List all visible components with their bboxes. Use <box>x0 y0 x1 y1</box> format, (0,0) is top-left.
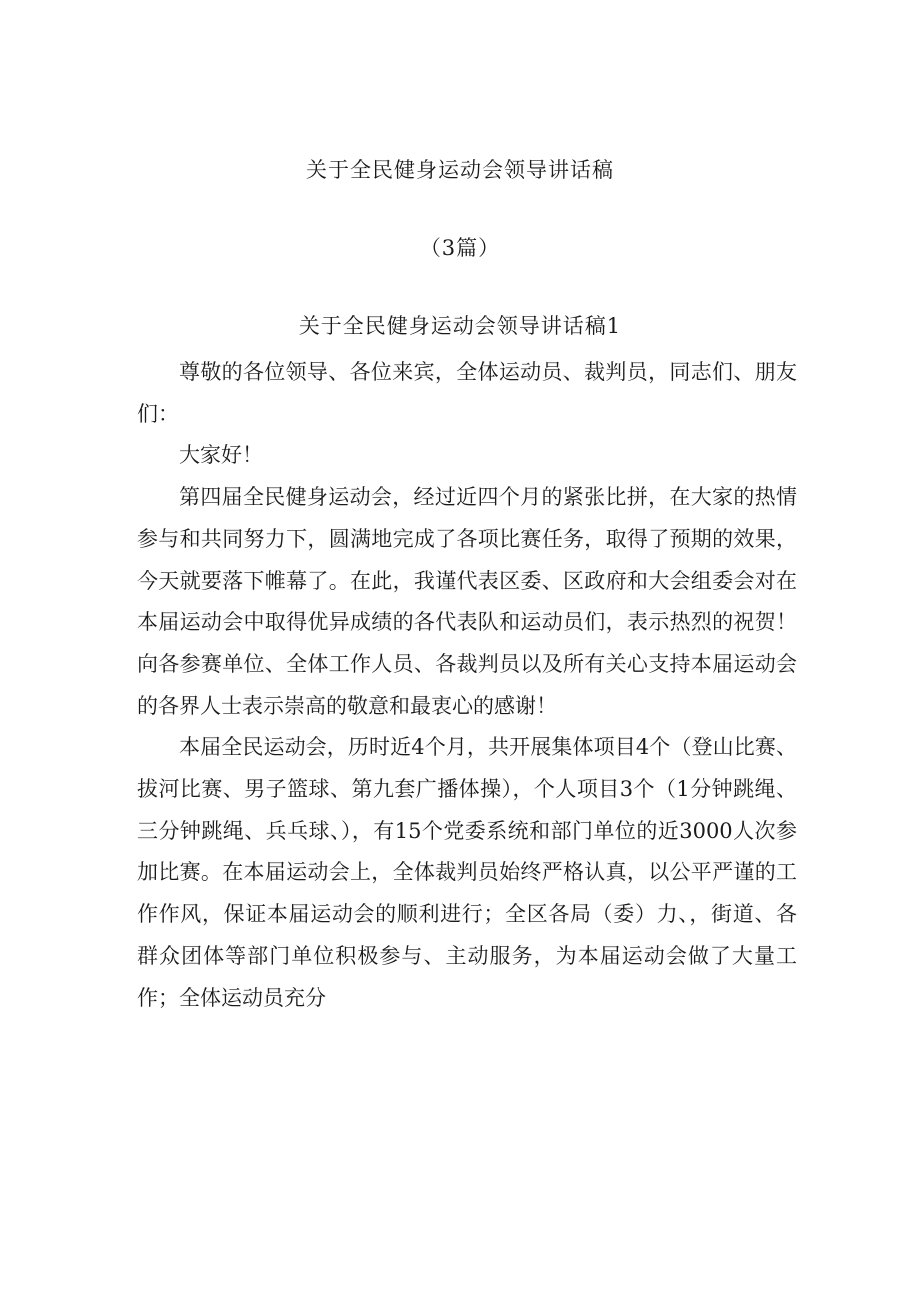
paragraph-summary: 本届全民运动会，历时近4个月，共开展集体项目4个（登山比赛、拔河比赛、男子篮球、第九套广播体操），个人项目3个（1分钟跳绳、三分钟跳绳、兵乓球、），有15个党委系统和部门单位的近3000人次参加比赛。在本届运动会上，全体裁判员始终严格认真，以公平严谨的工作作风，保证本届运动会的顺利进行；全区各局（委）力、，街道、各群众团体等部门单位积极参与、主动服务，为本届运动会做了大量工作；全体运动员充分 <box>137 735 797 1010</box>
paragraph-hello: 大家好！ <box>179 443 263 468</box>
document-count-label: （3篇） <box>419 236 501 260</box>
document-title: 关于全民健身运动会领导讲话稿 <box>306 158 614 182</box>
paragraph-greeting: 尊敬的各位领导、各位来宾，全体运动员、裁判员，同志们、朋友们： <box>137 360 797 426</box>
document-body <box>137 352 797 1019</box>
paragraph-opening: 第四届全民健身运动会，经过近四个月的紧张比拼，在大家的热情参与和共同努力下，圆满地完成了各项比赛任务，取得了预期的效果，今天就要落下帷幕了。在此，我谨代表区委、区政府和大会组委会对在本届运动会中取得优异成绩的各代表队和运动员们，表示热烈的祝贺！向各参赛单位、全体工作人员、各裁判员以及所有关心支持本届运动会的各界人士表示崇高的敬意和最衷心的感谢！ <box>137 485 797 718</box>
section-title: 关于全民健身运动会领导讲话稿1 <box>298 314 622 338</box>
